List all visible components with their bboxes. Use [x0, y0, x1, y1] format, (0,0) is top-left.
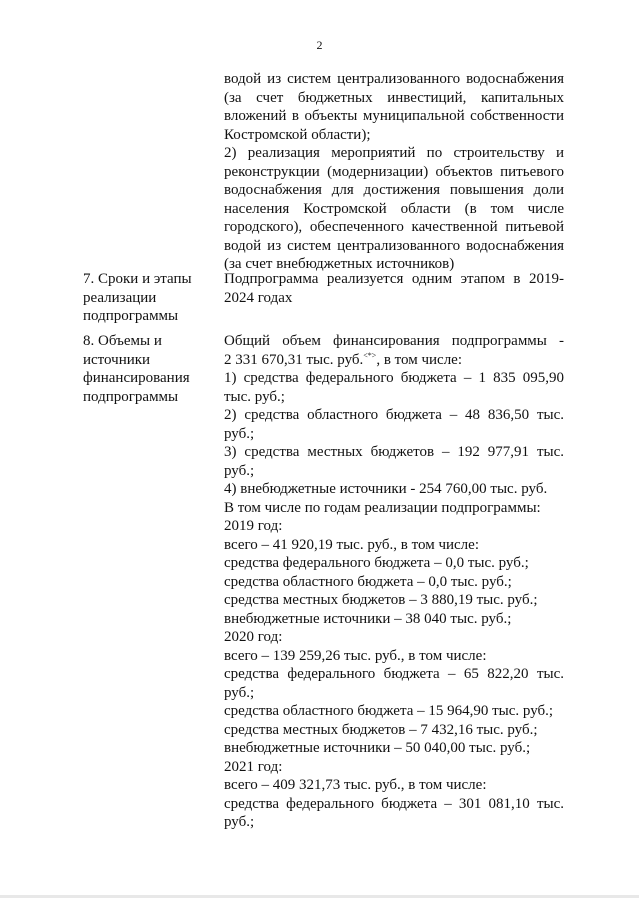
total-amount: 2 331 670,31 тыс. руб. [224, 351, 364, 368]
label-line: подпрограммы [83, 308, 179, 324]
section-8-text [224, 332, 564, 832]
total-suffix: , в том числе: [376, 351, 462, 368]
text-line: (за счет бюджетных инвестиций, капитальных [224, 89, 564, 106]
text-line: всего – 139 259,26 тыс. руб., в том числе: [224, 647, 487, 664]
text-line: В том числе по годам реализации подпрограммы: [224, 499, 541, 516]
label-line: реализации [83, 289, 157, 306]
text-line: 2) реализация мероприятий по строительству и [224, 145, 564, 161]
text-line: 2) средства областного бюджета – 48 836,50 тыс. [224, 407, 564, 423]
text-line: средства областного бюджета – 15 964,90 тыс. руб.; [224, 703, 554, 719]
text-line: средства федерального бюджета – 0,0 тыс. руб.; [224, 555, 529, 571]
label-line: подпрограммы [83, 388, 179, 405]
section-8-label [83, 332, 211, 406]
text-line: 3) средства местных бюджетов – 192 977,91 тыс. [224, 444, 564, 460]
page-number: 2 [316, 38, 323, 52]
label-line: финансирования [83, 370, 190, 386]
text-line: реконструкции (модернизации) объектов питьевого [224, 163, 564, 180]
text-line: водой из систем централизованного водоснабжения [224, 71, 564, 87]
text-line: 1) средства федерального бюджета – 1 835 095,90 [224, 370, 564, 386]
label-line: источники [83, 351, 151, 368]
label-line: 7. Сроки и этапы [83, 271, 192, 287]
text-line: городского), обеспеченного качественной питьевой [224, 219, 564, 235]
footnote-mark: <*> [363, 350, 377, 360]
text-line: руб.; [224, 425, 255, 442]
text-line: всего – 409 321,73 тыс. руб., в том числе: [224, 777, 487, 793]
text-line: вложений в объекты муниципальной собственности [224, 108, 564, 124]
text-line: 2020 год: [224, 629, 283, 645]
text-line: средства федерального бюджета – 301 081,10 тыс. [224, 795, 564, 812]
text-line: тыс. руб.; [224, 388, 285, 405]
text-line: внебюджетные источники – 50 040,00 тыс. руб.; [224, 740, 531, 756]
text-line: средства местных бюджетов – 7 432,16 тыс. руб.; [224, 721, 538, 738]
text-line: всего – 41 920,19 тыс. руб., в том числе: [224, 536, 479, 553]
text-line: водой из систем централизованного водоснабжения [224, 237, 564, 254]
text-line: 2021 год: [224, 758, 283, 775]
text-line: средства областного бюджета – 0,0 тыс. руб.; [224, 573, 512, 590]
text-line: водоснабжения для достижения повышения доли [224, 182, 564, 198]
text-line: 2019 год: [224, 518, 283, 534]
text-line: Костромской области); [224, 126, 371, 143]
text-line: руб.; [224, 684, 255, 701]
text-line: внебюджетные источники – 38 040 тыс. руб.; [224, 610, 512, 627]
section-7-text [224, 270, 564, 307]
text-line: руб.; [224, 462, 255, 479]
total-amount-line [224, 351, 564, 370]
text-line: населения Костромской области (в том числе [224, 200, 564, 217]
text-line: (за счет внебюджетных источников) [224, 256, 455, 272]
text-line: средства местных бюджетов – 3 880,19 тыс. руб.; [224, 592, 538, 608]
text-line: руб.; [224, 814, 255, 830]
total-heading: Общий объем финансирования подпрограммы - [224, 333, 564, 349]
label-line: 8. Объемы и [83, 333, 162, 349]
text-line: Подпрограмма реализуется одним этапом в 2019- [224, 271, 564, 287]
section-7-label [83, 270, 211, 326]
text-line: 2024 годах [224, 289, 293, 306]
text-line: 4) внебюджетные источники - 254 760,00 тыс. руб. [224, 481, 548, 497]
funding-sources-continuation [224, 70, 564, 274]
page-edge [0, 895, 639, 898]
text-line: средства федерального бюджета – 65 822,20 тыс. [224, 666, 564, 682]
